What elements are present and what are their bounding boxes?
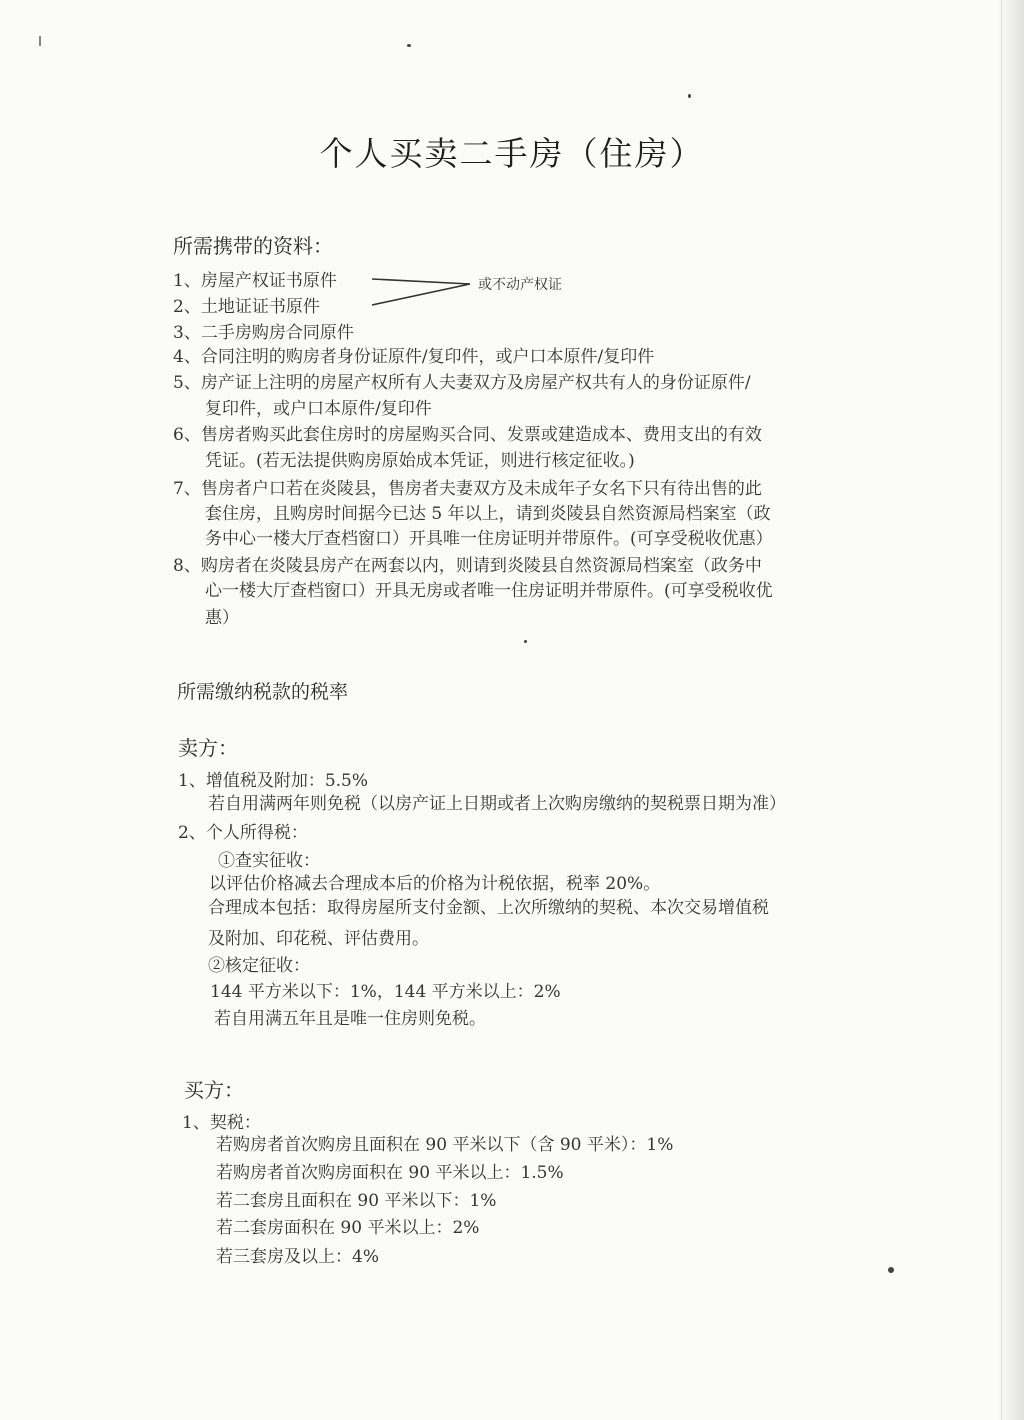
materials-heading: 所需携带的资料：: [173, 234, 333, 258]
seller-line: ①查实征收：: [218, 851, 320, 871]
buyer-line: 若二套房面积在 90 平米以上：2%: [216, 1218, 480, 1238]
buyer-line: 1、契税：: [182, 1113, 261, 1133]
seller-line: 及附加、印花税、评估费用。: [208, 929, 429, 949]
seller-line: ②核定征收：: [208, 956, 310, 976]
material-item-continued: 惠）: [205, 608, 239, 628]
material-item: 5、房产证上注明的房屋产权所有人夫妻双方及房屋产权共有人的身份证原件/: [173, 373, 751, 393]
scan-speck: [39, 36, 41, 46]
seller-line: 若自用满两年则免税（以房产证上日期或者上次购房缴纳的契税票日期为准）: [208, 794, 786, 814]
document-title: 个人买卖二手房（住房）: [319, 134, 705, 173]
material-item: 4、合同注明的购房者身份证原件/复印件，或户口本原件/复印件: [173, 347, 655, 367]
material-item: 2、土地证证书原件: [173, 297, 320, 317]
bracket-arrow-icon: [370, 268, 475, 312]
material-item: 7、售房者户口若在炎陵县，售房者夫妻双方及未成年子女名下只有待出售的此: [173, 479, 762, 499]
page-edge-line: [1001, 0, 1002, 1420]
material-item-continued: 务中心一楼大厅查档窗口）开具唯一住房证明并带原件。(可享受税收优惠）: [205, 529, 773, 549]
material-item: 6、售房者购买此套住房时的房屋购买合同、发票或建造成本、费用支出的有效: [173, 425, 762, 445]
alternative-certificate-note: 或不动产权证: [478, 277, 562, 293]
scan-speck: [407, 44, 411, 47]
scan-speck: [524, 640, 527, 643]
material-item-continued: 心一楼大厅查档窗口）开具无房或者唯一住房证明并带原件。(可享受税收优: [205, 581, 773, 601]
material-item-continued: 凭证。(若无法提供购房原始成本凭证，则进行核定征收。): [205, 451, 635, 471]
buyer-line: 若三套房及以上：4%: [216, 1247, 379, 1267]
seller-line: 2、个人所得税：: [178, 823, 308, 843]
seller-line: 若自用满五年且是唯一住房则免税。: [214, 1009, 486, 1029]
seller-line: 以评估价格减去合理成本后的价格为计税依据，税率 20%。: [209, 874, 661, 894]
material-item-continued: 复印件，或户口本原件/复印件: [205, 399, 432, 419]
material-item: 1、房屋产权证书原件: [173, 271, 337, 291]
buyer-line: 若购房者首次购房面积在 90 平米以上：1.5%: [216, 1163, 564, 1183]
buyer-line: 若购房者首次购房且面积在 90 平米以下（含 90 平米）：1%: [216, 1135, 674, 1155]
material-item: 8、购房者在炎陵县房产在两套以内，则请到炎陵县自然资源局档案室（政务中: [173, 556, 762, 576]
tax-rate-heading: 所需缴纳税款的税率: [177, 681, 349, 703]
buyer-heading: 买方：: [184, 1078, 244, 1102]
seller-line: 144 平方米以下：1%，144 平方米以上：2%: [210, 982, 561, 1002]
seller-heading: 卖方：: [178, 736, 238, 760]
seller-line: 合理成本包括：取得房屋所支付金额、上次所缴纳的契税、本次交易增值税: [208, 898, 769, 918]
seller-line: 1、增值税及附加：5.5%: [178, 771, 369, 791]
scan-speck: [688, 94, 691, 98]
scan-speck: [888, 1267, 894, 1273]
material-item: 3、二手房购房合同原件: [173, 323, 354, 343]
buyer-line: 若二套房且面积在 90 平米以下：1%: [216, 1191, 497, 1211]
material-item-continued: 套住房，且购房时间据今已达 5 年以上，请到炎陵县自然资源局档案室（政: [205, 504, 771, 524]
